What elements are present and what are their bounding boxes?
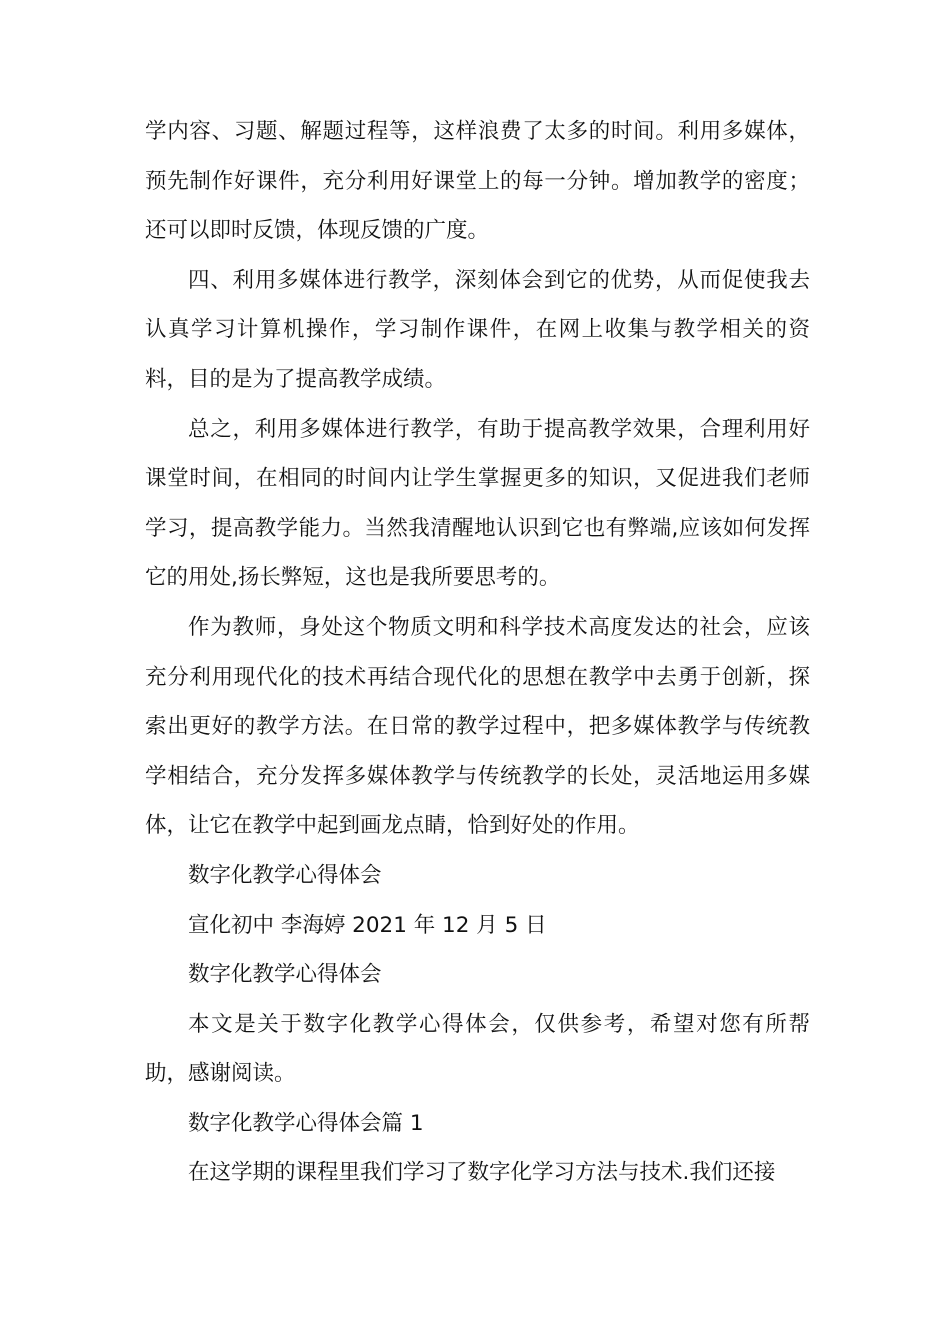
section-title: 数字化教学心得体会 — [188, 962, 382, 988]
intro-note: 本文是关于数字化教学心得体会，仅供参考，希望对您有所帮助，感谢阅读。 — [145, 1011, 810, 1087]
document-body — [145, 107, 810, 1198]
author-line: 宣化初中 李海婷 2021 年 12 月 5 日 — [188, 912, 547, 938]
paragraph-summary: 总之，利用多媒体进行教学，有助于提高教学效果，合理利用好课堂时间，在相同的时间内让学生掌握更多的知识，又促进我们老师学习，提高教学能力。当然我清醒地认识到它也有弊端,应该如何发挥它的用处,扬长弊短，这也是我所要思考的。 — [145, 416, 810, 591]
paragraph-multimedia-advantage: 四、利用多媒体进行教学，深刻体会到它的优势，从而促使我去认真学习计算机操作，学习制作课件，在网上收集与教学相关的资料，目的是为了提高教学成绩。 — [145, 267, 810, 392]
paragraph-continued: 学内容、习题、解题过程等，这样浪费了太多的时间。利用多媒体，预先制作好课件，充分利用好课堂上的每一分钟。增加教学的密度；还可以即时反馈，体现反馈的广度。 — [145, 119, 810, 244]
paragraph-article-start: 在这学期的课程里我们学习了数字化学习方法与技术.我们还接 — [188, 1160, 776, 1186]
article-heading: 数字化教学心得体会篇 1 — [188, 1110, 424, 1136]
essay-title: 数字化教学心得体会 — [188, 862, 382, 888]
paragraph-as-teacher: 作为教师，身处这个物质文明和科学技术高度发达的社会，应该充分利用现代化的技术再结合现代化的思想在教学中去勇于创新，探索出更好的教学方法。在日常的教学过程中，把多媒体教学与传统教学相结合，充分发挥多媒体教学与传统教学的长处，灵活地运用多媒体，让它在教学中起到画龙点睛，恰到好处的作用。 — [145, 614, 810, 839]
